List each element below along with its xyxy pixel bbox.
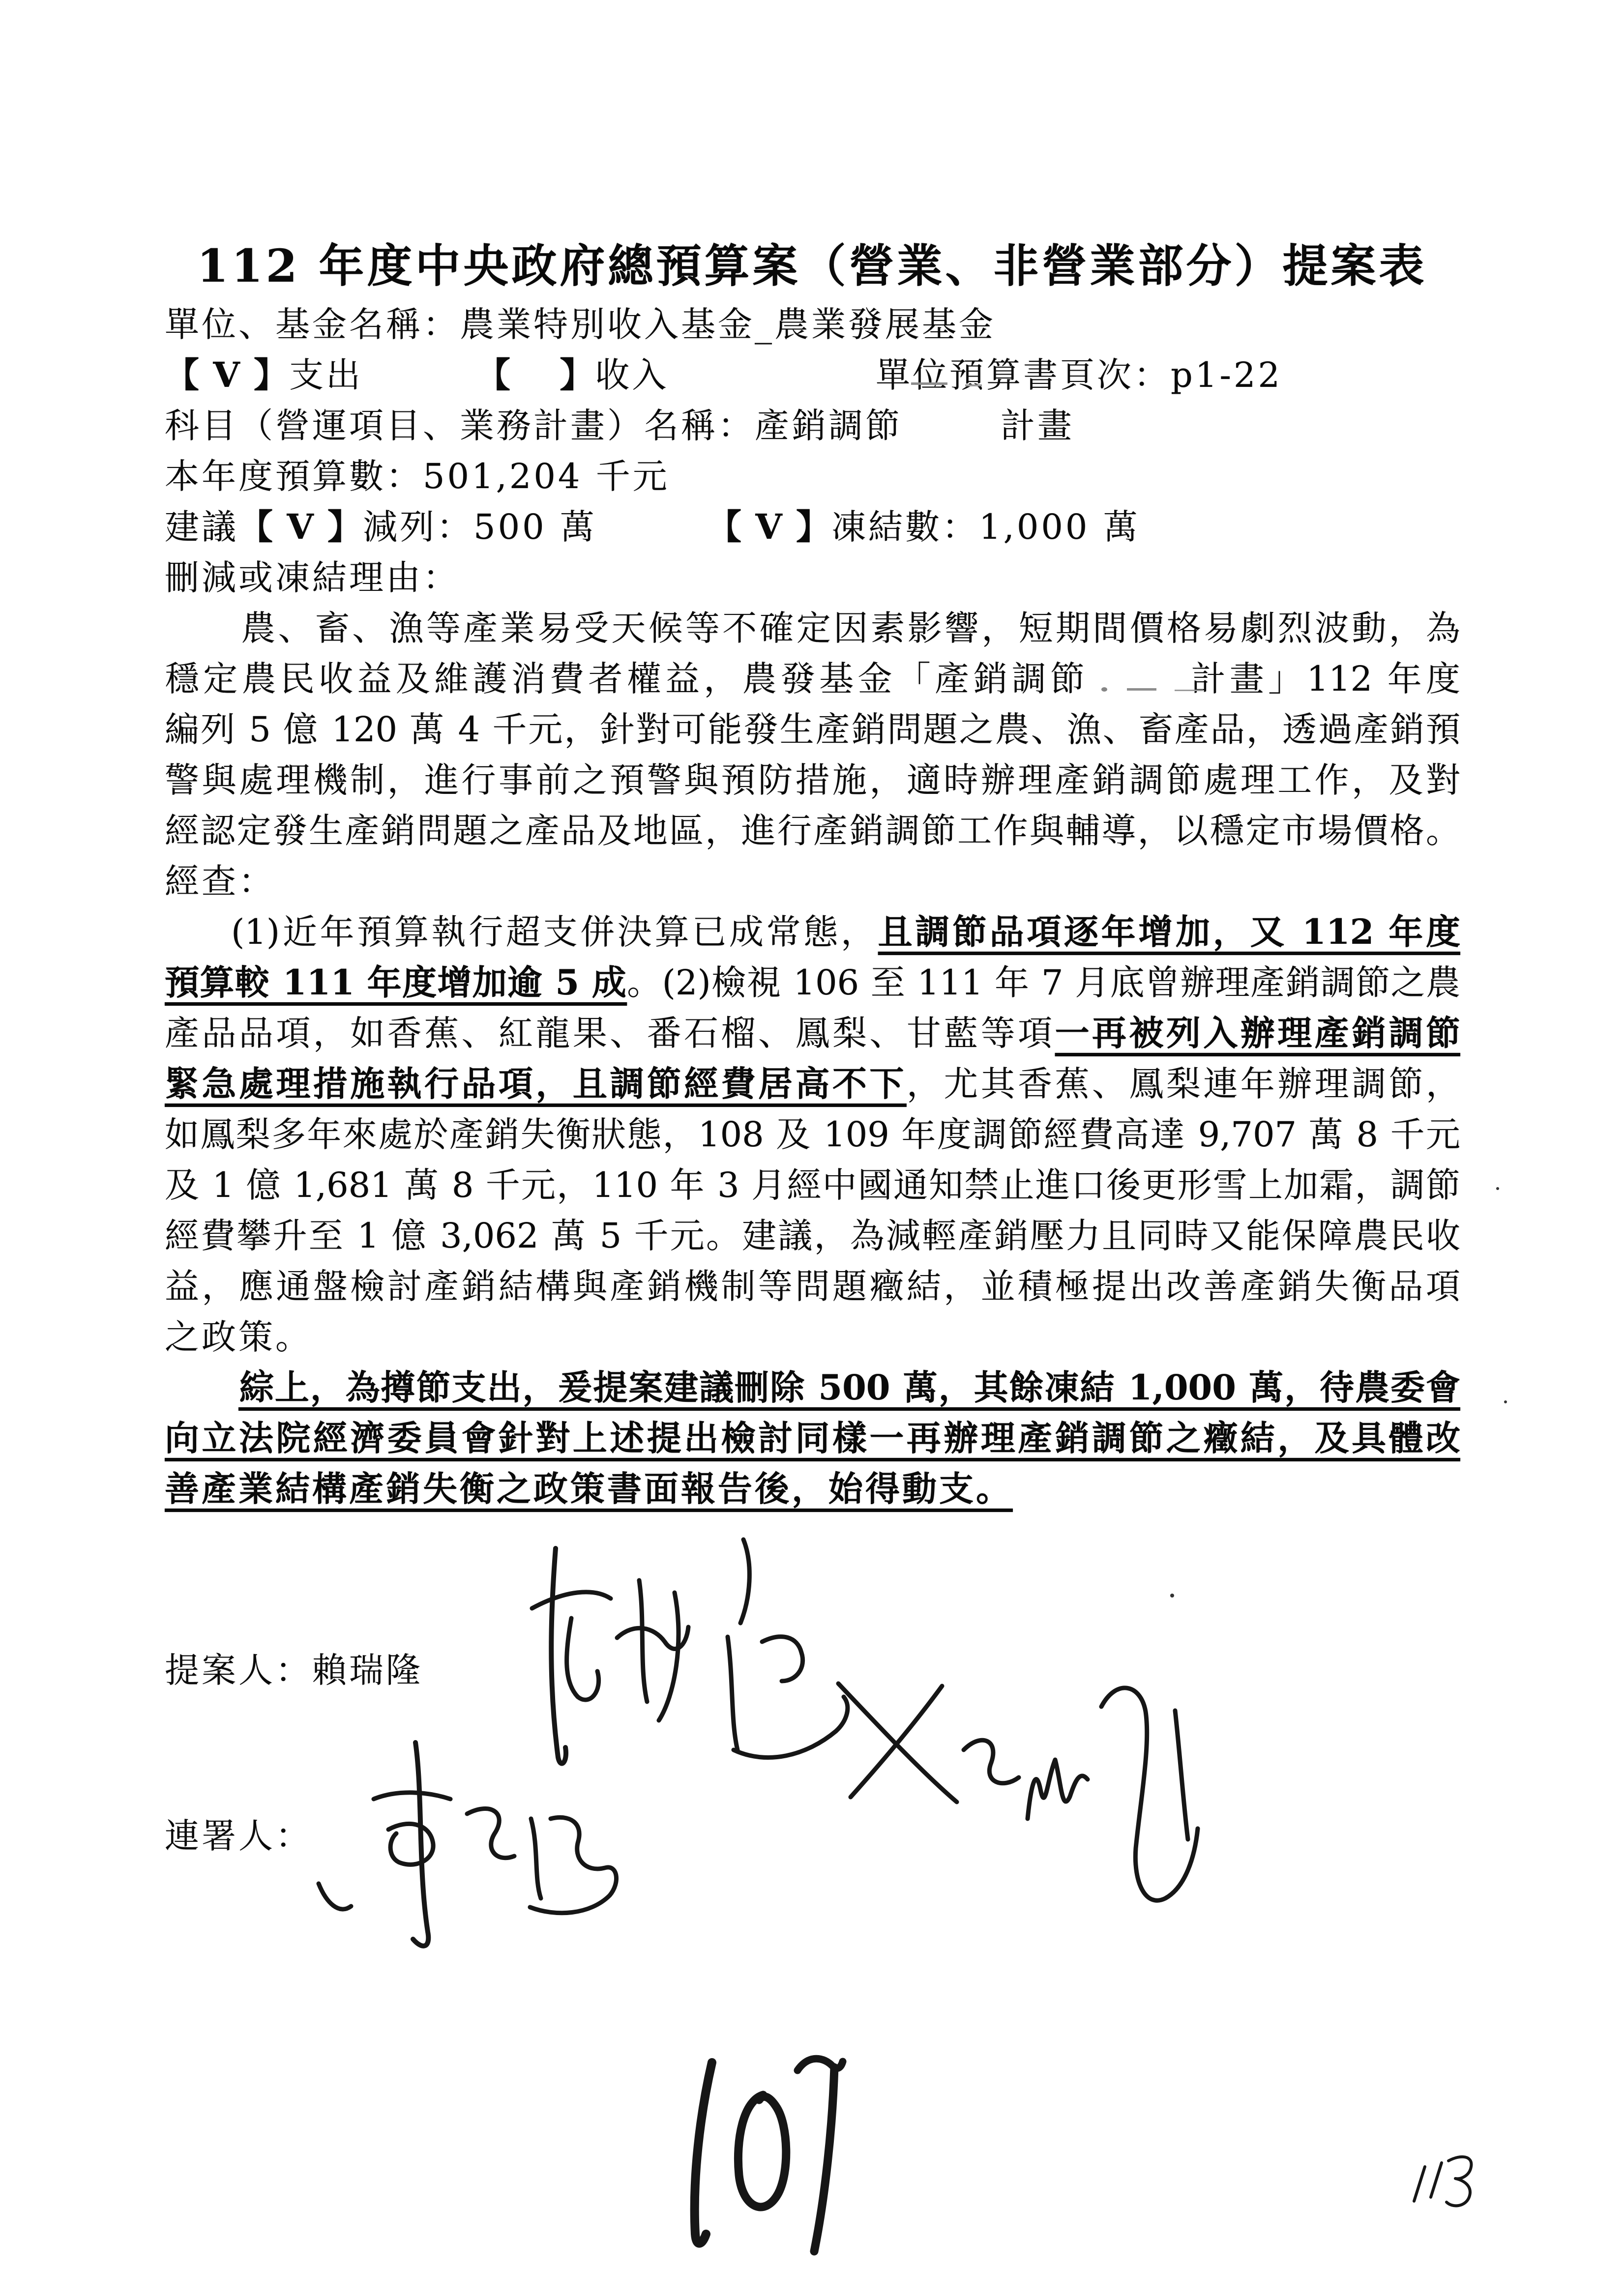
body-line (165, 659, 1460, 710)
subject-prefix: 科目（營運項目、業務計畫）名稱：產銷調節 (165, 406, 902, 446)
cosigner-signature-2 (838, 1684, 1198, 1900)
paragraph-indent (165, 1395, 238, 1399)
body-line (165, 710, 1460, 760)
expenditure-label: 支出 (289, 355, 363, 395)
body-line (165, 760, 1460, 811)
unit-fund-line: 單位、基金名稱：農業特別收入基金_農業發展基金 (165, 304, 996, 345)
body-line (165, 811, 1460, 862)
body-line (165, 1216, 1460, 1267)
expenditure-option (165, 355, 363, 395)
proposer-line: 提案人：賴瑞隆 (165, 1650, 423, 1690)
emphasized-text: 一再被列入辦理產銷調節 (1055, 1013, 1461, 1053)
body-text: 經查： (165, 861, 275, 901)
handwritten-corner-number (1414, 2157, 1471, 2206)
cosigner-label: 連署人： (165, 1816, 312, 1856)
redacted-text-remnant (1089, 661, 1187, 691)
redacted-text-remnant (902, 408, 1001, 437)
body-text: 計畫」112 年度 (1187, 659, 1460, 699)
body-line (165, 1267, 1460, 1317)
body-text: 。(2)檢視 106 至 111 年 7 月底曾辦理產銷調節之農 (627, 962, 1460, 1003)
body-text: 產品品項，如香蕉、紅龍果、番石榴、鳳梨、甘藍等項 (165, 1013, 1055, 1053)
freeze-amount: 凍結數：1,000 萬 (831, 507, 1140, 547)
reason-label: 刪減或凍結理由： (165, 557, 460, 598)
body-line (165, 1419, 1460, 1469)
body-text: ，尤其香蕉、鳳梨連年辦理調節， (906, 1064, 1461, 1104)
cut-proposal (165, 507, 597, 547)
body-text: 經認定發生產銷問題之產品及地區，進行產銷調節工作與輔導，以穩定市場價格。 (165, 811, 1460, 851)
income-checkbox: 【 】 (476, 354, 595, 395)
body-line (165, 912, 1460, 963)
body-text: (1)近年預算執行超支併決算已成常態， (231, 912, 878, 952)
body-text: 農、畜、漁等產業易受天候等不確定因素影響，短期間價格易劇烈波動，為 (238, 608, 1460, 648)
emphasized-text: 善產業結構產銷失衡之政策書面報告後，始得動支。 (165, 1468, 1013, 1509)
body-line (165, 1317, 1460, 1368)
body-text: 及 1 億 1,681 萬 8 千元，110 年 3 月經中國通知禁止進口後更形雪上加霜，調節 (165, 1165, 1460, 1205)
body-line (165, 963, 1460, 1014)
emphasized-text: 向立法院經濟委員會針對上述提出檢討同樣一再辦理產銷調節之癥結，及具體改 (165, 1418, 1460, 1458)
cut-amount: 減列：500 萬 (363, 507, 597, 547)
body-text: 經費攀升至 1 億 3,062 萬 5 千元。建議，為減輕產銷壓力且同時又能保障農民收 (165, 1216, 1460, 1256)
body-line (165, 1368, 1460, 1419)
current-budget-line: 本年度預算數：501,204 千元 (165, 456, 670, 496)
paragraph-indent (165, 635, 238, 640)
body-text: 編列 5 億 120 萬 4 千元，針對可能發生產銷問題之農、漁、畜產品，透過產銷預 (165, 709, 1460, 750)
cut-checkbox: 【 V 】 (238, 506, 363, 547)
body-text: 如鳳梨多年來處於產銷失衡狀態，108 及 109 年度調節經費高達 9,707 萬 8 千元 (165, 1114, 1460, 1155)
body-text: 益，應通盤檢討產銷結構與產銷機制等問題癥結，並積極提出改善產銷失衡品項 (165, 1266, 1460, 1307)
emphasized-text: 預算較 111 年度增加逾 5 成 (165, 962, 627, 1003)
body-line (165, 1014, 1460, 1064)
subject-suffix: 計畫 (1001, 406, 1074, 446)
document-title: 112 年度中央政府總預算案（營業、非營業部分）提案表 (197, 239, 1427, 292)
freeze-checkbox: 【 V 】 (707, 506, 832, 547)
subject-line (165, 406, 1460, 446)
body-line (165, 862, 1460, 912)
handwritten-page-number (695, 2059, 843, 2251)
body-text: 穩定農民收益及維護消費者權益，農發基金「產銷調節 (165, 659, 1089, 699)
body-text: 之政策。 (165, 1317, 312, 1357)
body-line (165, 1469, 1460, 1520)
emphasized-text: 且調節品項逐年增加，又 112 年度 (878, 911, 1461, 952)
body-line (165, 1064, 1460, 1115)
body-text: 警與處理機制，進行事前之預警與預防措施，適時辦理產銷調節處理工作，及對 (165, 760, 1460, 800)
body-line (165, 1115, 1460, 1165)
income-option (476, 355, 669, 395)
body-line (165, 609, 1460, 659)
freeze-proposal (707, 507, 1140, 547)
emphasized-text: 綜上，為撙節支出，爰提案建議刪除 500 萬，其餘凍結 1,000 萬，待農委會 (238, 1367, 1460, 1408)
expenditure-checkbox: 【 V 】 (165, 354, 290, 395)
budget-book-page-ref: 單位預算書頁次：p1-22 (876, 355, 1283, 395)
body-line (165, 1165, 1460, 1216)
emphasized-text: 緊急處理措施執行品項，且調節經費居高不下 (165, 1063, 907, 1104)
paragraph-indent (165, 939, 231, 944)
income-label: 收入 (595, 355, 669, 395)
proposal-prefix: 建議 (165, 507, 238, 547)
